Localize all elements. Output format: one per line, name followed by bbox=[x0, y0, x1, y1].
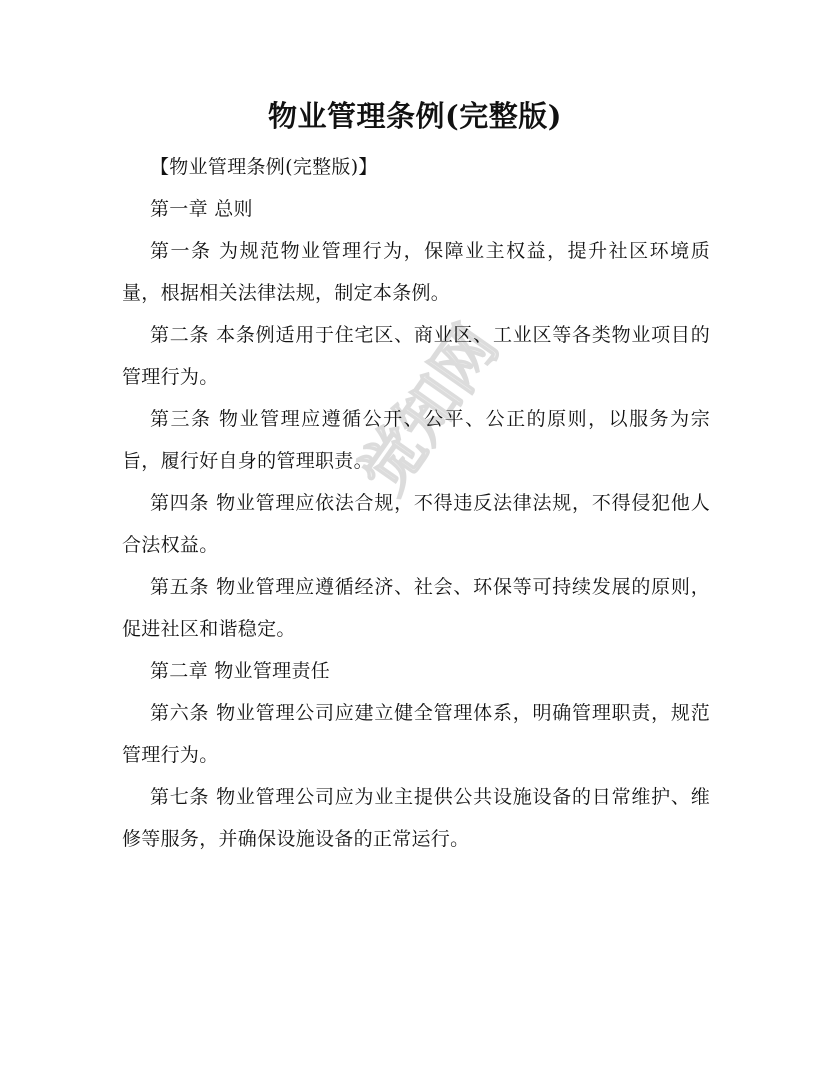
subtitle-paragraph: 【物业管理条例(完整版)】 bbox=[150, 156, 378, 178]
article-paragraph: 第二条 本条例适用于住宅区、商业区、工业区等各类物业项目的管理行为。 bbox=[122, 324, 710, 388]
chapter-heading: 第二章 物业管理责任 bbox=[150, 660, 331, 682]
article-paragraph: 第一条 为规范物业管理行为，保障业主权益，提升社区环境质量，根据相关法律法规，制定本条例。 bbox=[122, 240, 710, 304]
article-paragraph: 第七条 物业管理公司应为业主提供公共设施设备的日常维护、维修等服务，并确保设施设备的正常运行。 bbox=[122, 786, 710, 850]
watermark-text: 觉知网 bbox=[347, 313, 512, 506]
document-title: 物业管理条例(完整版) bbox=[268, 99, 562, 133]
document-body bbox=[122, 146, 710, 860]
article-paragraph: 第四条 物业管理应依法合规，不得违反法律法规，不得侵犯他人合法权益。 bbox=[122, 492, 710, 556]
article-paragraph: 第六条 物业管理公司应建立健全管理体系，明确管理职责，规范管理行为。 bbox=[122, 702, 710, 766]
article-paragraph: 第三条 物业管理应遵循公开、公平、公正的原则，以服务为宗旨，履行好自身的管理职责。 bbox=[122, 408, 710, 472]
article-paragraph: 第五条 物业管理应遵循经济、社会、环保等可持续发展的原则，促进社区和谐稳定。 bbox=[122, 576, 710, 640]
chapter-heading: 第一章 总则 bbox=[150, 198, 253, 220]
